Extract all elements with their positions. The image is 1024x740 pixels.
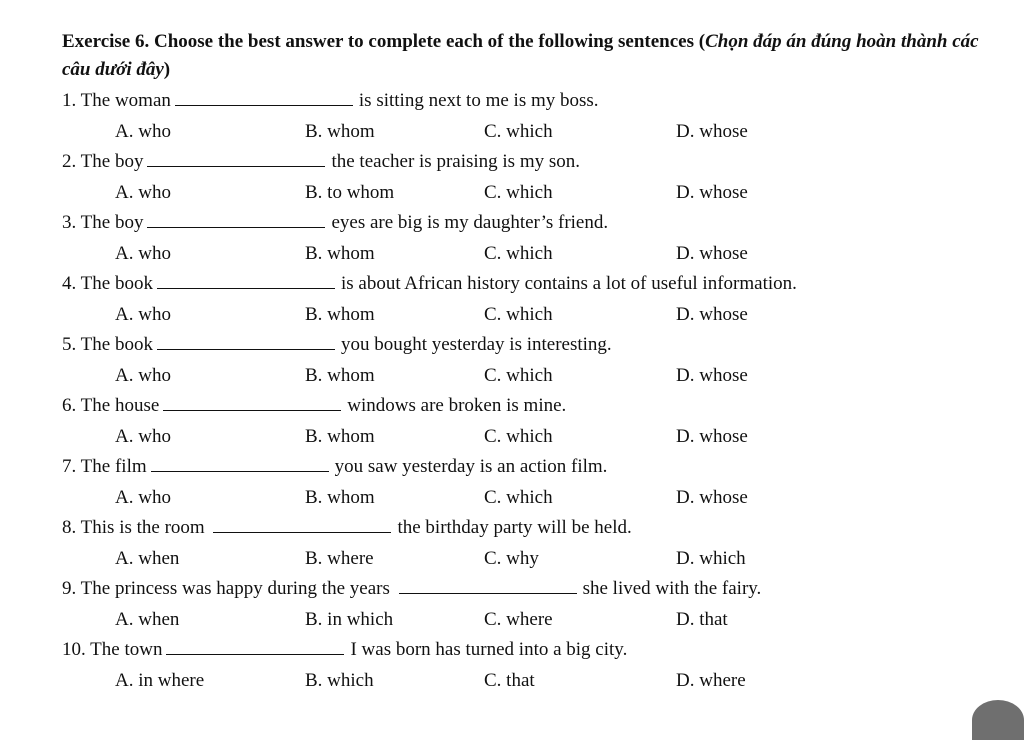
option-b[interactable]: B. which xyxy=(305,670,374,691)
question-2 xyxy=(62,147,982,208)
answer-options xyxy=(62,543,982,574)
floating-button-edge[interactable] xyxy=(972,700,1024,740)
answer-blank[interactable] xyxy=(147,209,325,228)
question-stem-before: This is the room xyxy=(80,517,205,538)
question-line xyxy=(62,513,982,543)
answer-blank[interactable] xyxy=(163,392,341,411)
option-a[interactable]: A. who xyxy=(115,487,171,508)
option-a[interactable]: A. in where xyxy=(115,670,205,691)
option-d[interactable]: D. that xyxy=(676,609,728,630)
question-line xyxy=(62,269,982,299)
question-number: 7. xyxy=(62,456,77,477)
answer-options xyxy=(62,299,982,330)
question-number: 2. xyxy=(62,151,77,172)
question-10 xyxy=(62,635,982,696)
answer-options xyxy=(62,482,982,513)
option-b[interactable]: B. where xyxy=(305,548,374,569)
question-line xyxy=(62,391,982,421)
option-a[interactable]: A. who xyxy=(115,182,171,203)
option-c[interactable]: C. where xyxy=(484,609,553,630)
exercise-title-vn: Chọn đáp án đúng hoàn thành các câu dưới đây xyxy=(62,31,979,80)
question-number: 6. xyxy=(62,395,77,416)
answer-options xyxy=(62,116,982,147)
answer-options xyxy=(62,421,982,452)
question-stem-after: the teacher is praising is my son. xyxy=(331,151,580,172)
question-stem-before: The town xyxy=(90,639,163,660)
question-stem-before: The boy xyxy=(80,151,144,172)
option-a[interactable]: A. who xyxy=(115,426,171,447)
option-c[interactable]: C. which xyxy=(484,487,553,508)
question-stem-before: The boy xyxy=(80,212,144,233)
answer-blank[interactable] xyxy=(151,453,329,472)
question-3 xyxy=(62,208,982,269)
answer-options xyxy=(62,238,982,269)
question-stem-after: she lived with the fairy. xyxy=(582,578,762,599)
question-stem-before: The book xyxy=(80,334,153,355)
question-number: 4. xyxy=(62,273,77,294)
option-d[interactable]: D. where xyxy=(676,670,746,691)
answer-options xyxy=(62,665,982,696)
question-stem-after: you saw yesterday is an action film. xyxy=(334,456,608,477)
question-line xyxy=(62,208,982,238)
answer-options xyxy=(62,360,982,391)
question-4 xyxy=(62,269,982,330)
exercise-title xyxy=(62,28,982,84)
option-d[interactable]: D. whose xyxy=(676,243,748,264)
question-stem-after: is sitting next to me is my boss. xyxy=(358,90,599,111)
option-c[interactable]: C. which xyxy=(484,426,553,447)
exercise-sheet xyxy=(62,28,982,696)
question-stem-before: The princess was happy during the years xyxy=(80,578,390,599)
option-c[interactable]: C. why xyxy=(484,548,539,569)
option-c[interactable]: C. which xyxy=(484,121,553,142)
question-1 xyxy=(62,86,982,147)
option-a[interactable]: A. who xyxy=(115,304,171,325)
option-b[interactable]: B. whom xyxy=(305,304,375,325)
question-number: 5. xyxy=(62,334,77,355)
question-7 xyxy=(62,452,982,513)
answer-blank[interactable] xyxy=(157,331,335,350)
option-d[interactable]: D. whose xyxy=(676,121,748,142)
exercise-title-close: ) xyxy=(163,59,171,80)
question-line xyxy=(62,635,982,665)
answer-blank[interactable] xyxy=(175,87,353,106)
option-a[interactable]: A. who xyxy=(115,243,171,264)
question-stem-before: The film xyxy=(80,456,147,477)
question-line xyxy=(62,452,982,482)
exercise-title-en: Exercise 6. Choose the best answer to complete each of the following sentences ( xyxy=(62,31,706,52)
option-a[interactable]: A. when xyxy=(115,548,180,569)
option-b[interactable]: B. whom xyxy=(305,426,375,447)
question-number: 1. xyxy=(62,90,77,111)
question-6 xyxy=(62,391,982,452)
question-stem-after: the birthday party will be held. xyxy=(397,517,632,538)
option-d[interactable]: D. whose xyxy=(676,426,748,447)
answer-blank[interactable] xyxy=(399,575,577,594)
question-line xyxy=(62,574,982,604)
option-d[interactable]: D. whose xyxy=(676,365,748,386)
question-line xyxy=(62,147,982,177)
question-8 xyxy=(62,513,982,574)
option-b[interactable]: B. whom xyxy=(305,121,375,142)
option-c[interactable]: C. which xyxy=(484,243,553,264)
question-stem-after: is about African history contains a lot of useful information. xyxy=(340,273,797,294)
option-b[interactable]: B. whom xyxy=(305,243,375,264)
question-stem-after: I was born has turned into a big city. xyxy=(350,639,628,660)
option-d[interactable]: D. whose xyxy=(676,304,748,325)
option-d[interactable]: D. whose xyxy=(676,487,748,508)
question-stem-after: eyes are big is my daughter’s friend. xyxy=(331,212,609,233)
option-b[interactable]: B. to whom xyxy=(305,182,395,203)
answer-blank[interactable] xyxy=(157,270,335,289)
question-5 xyxy=(62,330,982,391)
answer-options xyxy=(62,177,982,208)
question-number: 8. xyxy=(62,517,77,538)
option-a[interactable]: A. who xyxy=(115,121,171,142)
question-number: 3. xyxy=(62,212,77,233)
option-d[interactable]: D. whose xyxy=(676,182,748,203)
question-stem-after: you bought yesterday is interesting. xyxy=(340,334,612,355)
question-stem-before: The book xyxy=(80,273,153,294)
option-a[interactable]: A. when xyxy=(115,609,180,630)
option-c[interactable]: C. which xyxy=(484,182,553,203)
option-b[interactable]: B. whom xyxy=(305,487,375,508)
answer-blank[interactable] xyxy=(166,636,344,655)
question-number: 10. xyxy=(62,639,86,660)
question-9 xyxy=(62,574,982,635)
option-b[interactable]: B. in which xyxy=(305,609,394,630)
question-stem-before: The woman xyxy=(80,90,171,111)
option-c[interactable]: C. which xyxy=(484,304,553,325)
question-line xyxy=(62,86,982,116)
question-line xyxy=(62,330,982,360)
question-stem-after: windows are broken is mine. xyxy=(347,395,567,416)
option-c[interactable]: C. that xyxy=(484,670,535,691)
question-stem-before: The house xyxy=(80,395,160,416)
option-c[interactable]: C. which xyxy=(484,365,553,386)
answer-options xyxy=(62,604,982,635)
option-b[interactable]: B. whom xyxy=(305,365,375,386)
answer-blank[interactable] xyxy=(213,514,391,533)
option-d[interactable]: D. which xyxy=(676,548,746,569)
question-number: 9. xyxy=(62,578,77,599)
option-a[interactable]: A. who xyxy=(115,365,171,386)
answer-blank[interactable] xyxy=(147,148,325,167)
